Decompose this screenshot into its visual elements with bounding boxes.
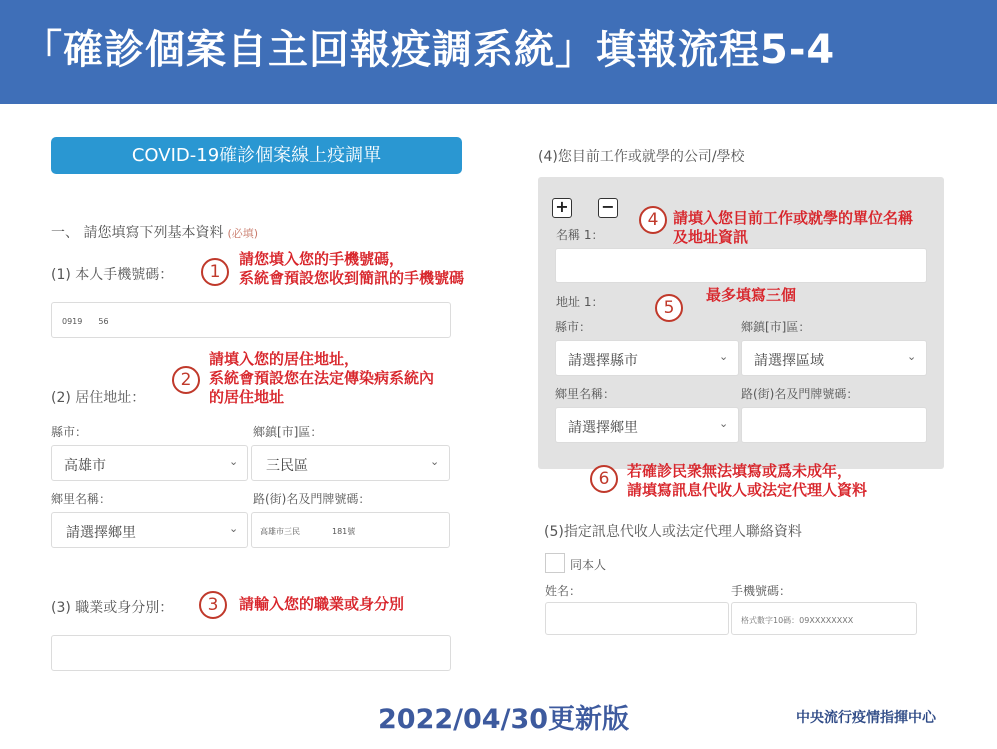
- annotation-3-number: 3: [199, 591, 227, 619]
- agent-label: (5)指定訊息代收人或法定代理人聯絡資料: [544, 524, 802, 540]
- remove-button[interactable]: −: [598, 198, 618, 218]
- annotation-5-number: 5: [655, 294, 683, 322]
- annotation-2: [209, 350, 434, 407]
- work-label: (4)您目前工作或就學的公司/學校: [538, 149, 745, 165]
- work-road-input[interactable]: [741, 407, 927, 443]
- work-district-select-value: 請選擇區域: [754, 353, 824, 369]
- annotation-3: [239, 595, 404, 614]
- agent-name-label: 姓名：: [545, 584, 582, 598]
- address-label: (2) 居住地址：: [51, 390, 146, 406]
- city-select-value: 高雄市: [64, 458, 106, 474]
- work-city-select[interactable]: [555, 340, 739, 376]
- road-input[interactable]: [251, 512, 450, 548]
- village-label: 鄉里名稱：: [51, 492, 112, 506]
- agent-phone-label: 手機號碼：: [731, 584, 792, 598]
- addr1-label: 地址 1：: [556, 295, 604, 309]
- annotation-4-number: 4: [639, 206, 667, 234]
- same-as-self-label: 同本人: [570, 558, 607, 572]
- annotation-5: [706, 286, 796, 305]
- header-bar: [0, 0, 997, 104]
- occupation-input[interactable]: [51, 635, 451, 671]
- annotation-line: 最多填寫三個: [706, 286, 797, 304]
- annotation-line: 請您填入您的手機號碼，: [239, 250, 405, 268]
- phone-label: (1) 本人手機號碼：: [51, 267, 174, 283]
- annotation-line: 系統會預設您在法定傳染病系統內: [209, 369, 435, 387]
- name1-label: 名稱 1：: [556, 228, 604, 242]
- section-title: [51, 222, 258, 242]
- annotation-line: 請填寫訊息代收人或法定代理人資料: [627, 481, 868, 499]
- work-district-select[interactable]: [741, 340, 927, 376]
- work-village-select[interactable]: [555, 407, 739, 443]
- annotation-line: 系統會預設您收到簡訊的手機號碼: [239, 269, 465, 287]
- occupation-label: (3) 職業或身分別：: [51, 600, 174, 616]
- work-name-input[interactable]: [555, 248, 927, 283]
- annotation-2-number: 2: [172, 366, 200, 394]
- agent-phone-placeholder: 格式數字10碼：09XXXXXXXX: [741, 616, 854, 625]
- work-village-label: 鄉里名稱：: [555, 387, 616, 401]
- work-road-label: 路(街)名及門牌號碼：: [741, 387, 859, 401]
- chevron-down-icon: ⌄: [430, 455, 440, 468]
- work-village-select-value: 請選擇鄉里: [568, 420, 638, 436]
- district-label: 鄉鎮[市]區：: [253, 425, 323, 439]
- annotation-line: 請填入您的居住地址，: [209, 350, 360, 368]
- chevron-down-icon: ⌄: [719, 417, 729, 430]
- work-city-label: 縣市：: [555, 320, 592, 334]
- road-label: 路(街)名及門牌號碼：: [253, 492, 371, 506]
- city-label: 縣市：: [51, 425, 88, 439]
- district-select-value: 三民區: [266, 458, 308, 474]
- village-select-value: 請選擇鄉里: [66, 525, 136, 541]
- agent-name-input[interactable]: [545, 602, 729, 635]
- annotation-4: [673, 209, 913, 247]
- required-tag: (必填): [227, 227, 259, 240]
- village-select[interactable]: [51, 512, 248, 548]
- annotation-line: 的居住地址: [209, 388, 285, 406]
- annotation-6: [627, 462, 867, 500]
- page-title: 「確診個案自主回報疫調系統」填報流程5-4: [22, 27, 836, 73]
- road-value: 高雄市三民 181號: [260, 527, 356, 536]
- annotation-line: 請輸入您的職業或身分別: [239, 595, 405, 613]
- chevron-down-icon: ⌄: [229, 522, 239, 535]
- footer-date: 2022/04/30更新版: [378, 704, 630, 735]
- agent-phone-input[interactable]: [731, 602, 917, 635]
- form-banner: COVID-19確診個案線上疫調單: [51, 137, 462, 174]
- district-select[interactable]: [251, 445, 450, 481]
- annotation-6-number: 6: [590, 465, 618, 493]
- work-city-select-value: 請選擇縣市: [568, 353, 638, 369]
- same-as-self-checkbox[interactable]: [545, 553, 565, 573]
- chevron-down-icon: ⌄: [907, 350, 917, 363]
- annotation-line: 及地址資訊: [673, 228, 749, 246]
- footer-org: 中央流行疫情指揮中心: [796, 710, 936, 726]
- add-button[interactable]: +: [552, 198, 572, 218]
- phone-value: 0919 56: [62, 317, 109, 326]
- annotation-line: 若確診民衆無法填寫或爲未成年，: [627, 462, 853, 480]
- annotation-line: 請填入您目前工作或就學的單位名稱: [673, 209, 914, 227]
- annotation-1: [239, 250, 464, 288]
- section-title-text: 一、 請您填寫下列基本資料: [51, 225, 224, 241]
- chevron-down-icon: ⌄: [719, 350, 729, 363]
- phone-input[interactable]: [51, 302, 451, 338]
- chevron-down-icon: ⌄: [229, 455, 239, 468]
- annotation-1-number: 1: [201, 258, 229, 286]
- work-district-label: 鄉鎮[市]區：: [741, 320, 811, 334]
- city-select[interactable]: [51, 445, 248, 481]
